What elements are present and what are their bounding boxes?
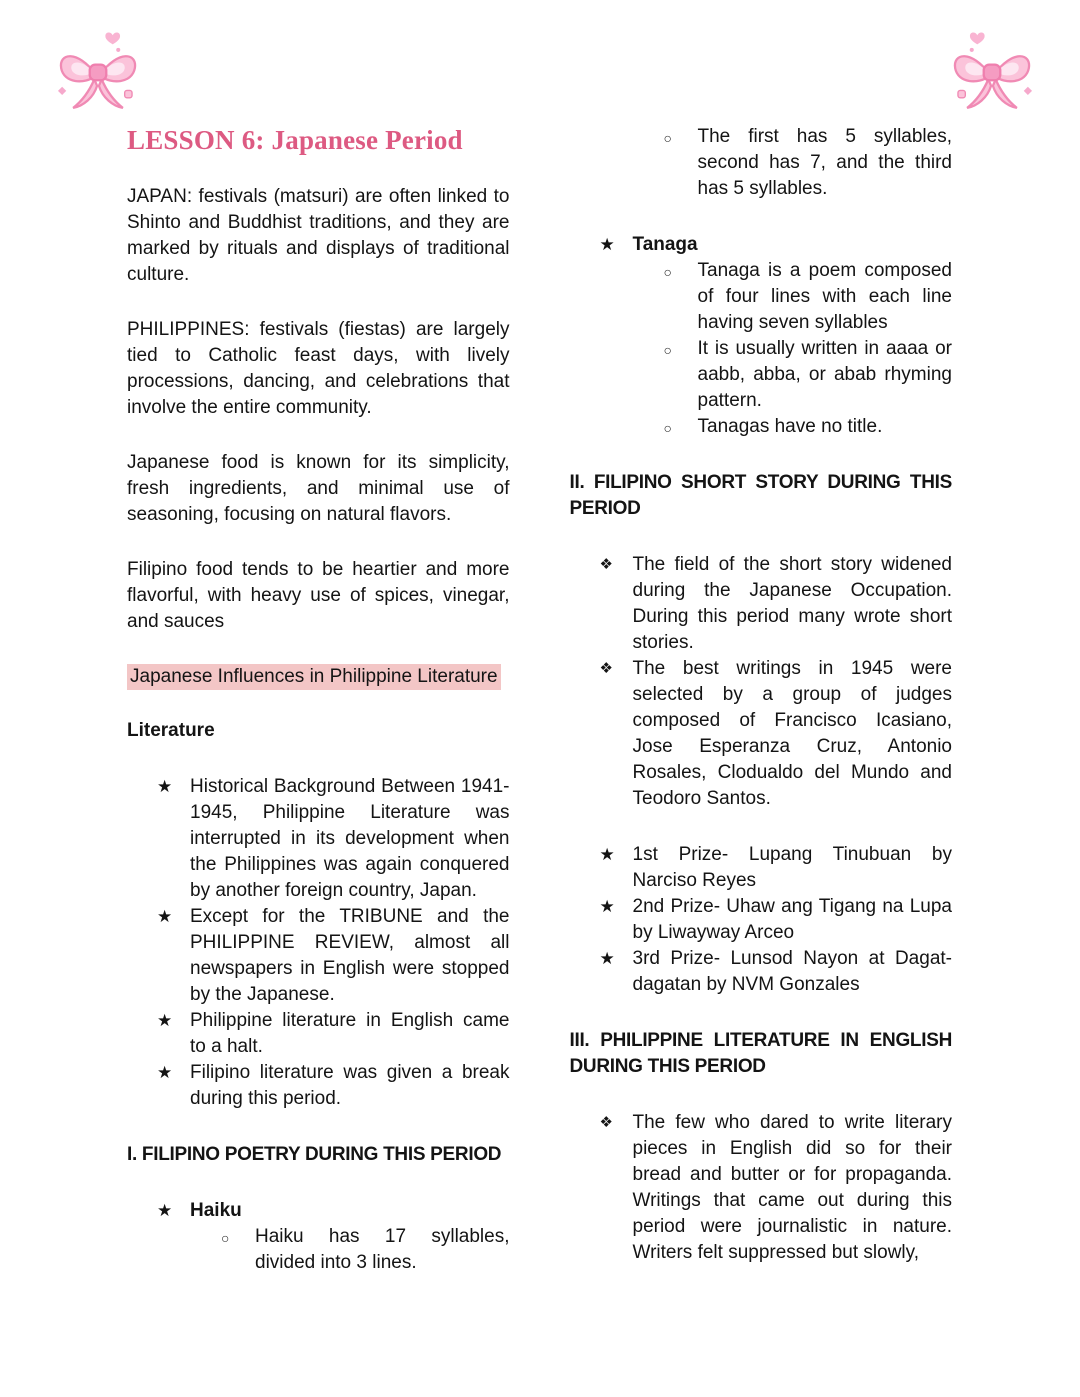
list-item-text: The field of the short story widened during the Japanese Occupation. During this period many wrote short stories. <box>632 554 952 653</box>
section-heading-filipino-poetry: I. FILIPINO POETRY DURING THIS PERIOD <box>127 1144 502 1165</box>
section-heading-short-story: II. FILIPINO SHORT STORY DURING THIS PERIOD <box>569 472 952 519</box>
paragraph-filipino-food: Filipino food tends to be heartier and more flavorful, with heavy use of spices, vinegar, and sauces <box>127 559 510 632</box>
diamond-bullet-icon: ❖ <box>599 556 613 573</box>
list-item-text: The few who dared to write literary pieces in English did so for their bread and butter or for propaganda. Writings that came out during this period were journalistic in nature. Writers felt suppressed but slowly, <box>632 1112 952 1263</box>
haiku-continued-list <box>570 124 953 202</box>
two-column-layout <box>127 124 952 1276</box>
english-lit-bullet-list <box>570 1110 953 1266</box>
right-column <box>570 124 953 1276</box>
list-item <box>570 336 953 414</box>
list-item <box>570 258 953 336</box>
prize-bullet-list <box>570 842 953 998</box>
highlight-banner: Japanese Influences in Philippine Literature <box>127 664 501 690</box>
haiku-label: Haiku <box>190 1200 242 1221</box>
literature-bullet-list <box>127 774 510 1112</box>
list-item <box>570 946 953 998</box>
list-item-text: The first has 5 syllables, second has 7, and the third has 5 syllables. <box>697 126 952 199</box>
list-item <box>127 1060 510 1112</box>
list-item-text: Haiku has 17 syllables, divided into 3 lines. <box>255 1226 510 1273</box>
list-item-text: 1st Prize- Lupang Tinubuan by Narciso Reyes <box>632 844 952 891</box>
list-item-text: Philippine literature in English came to a halt. <box>190 1010 510 1057</box>
list-item-text: Tanaga is a poem composed of four lines with each line having seven syllables <box>697 260 952 333</box>
list-item <box>570 124 953 202</box>
circle-bullet-icon: ○ <box>663 130 672 146</box>
list-item <box>127 1008 510 1060</box>
list-item-text: It is usually written in aaaa or aabb, abba, or abab rhyming pattern. <box>697 338 952 411</box>
star-bullet-icon: ★ <box>599 845 615 864</box>
pink-bow-icon <box>946 26 1038 118</box>
list-item <box>127 1198 510 1224</box>
list-item <box>570 552 953 656</box>
page-title: LESSON 6: Japanese Period <box>127 125 463 155</box>
list-item-text: Tanagas have no title. <box>697 416 883 437</box>
list-item <box>570 894 953 946</box>
haiku-bullet-list <box>127 1198 510 1276</box>
list-item-text: The best writings in 1945 were selected by a group of judges composed of Francisco Icasiano, Jose Esperanza Cruz, Antonio Rosales, Clodualdo del Mundo and Teodoro Santos. <box>632 658 952 809</box>
highlight-banner-wrap <box>127 664 510 690</box>
star-bullet-icon: ★ <box>157 1011 173 1030</box>
circle-bullet-icon: ○ <box>663 420 672 436</box>
list-item-text: 2nd Prize- Uhaw ang Tigang na Lupa by Liwayway Arceo <box>632 896 952 943</box>
circle-bullet-icon: ○ <box>663 342 672 358</box>
paragraph-japanese-food: Japanese food is known for its simplicity, fresh ingredients, and minimal use of seasoning, focusing on natural flavors. <box>127 452 510 525</box>
literature-heading: Literature <box>127 720 215 741</box>
list-item <box>570 842 953 894</box>
tanaga-label: Tanaga <box>632 234 698 255</box>
list-item <box>570 414 953 440</box>
list-item <box>127 904 510 1008</box>
diamond-bullet-icon: ❖ <box>599 660 613 677</box>
list-item <box>127 1224 510 1276</box>
short-story-bullet-list <box>570 552 953 812</box>
star-bullet-icon: ★ <box>599 897 615 916</box>
star-bullet-icon: ★ <box>599 949 615 968</box>
star-bullet-icon: ★ <box>157 1063 173 1082</box>
tanaga-bullet-list <box>570 232 953 440</box>
left-column <box>127 124 510 1276</box>
star-bullet-icon: ★ <box>599 235 615 254</box>
list-item <box>570 232 953 258</box>
diamond-bullet-icon: ❖ <box>599 1114 613 1131</box>
star-bullet-icon: ★ <box>157 907 173 926</box>
circle-bullet-icon: ○ <box>221 1230 230 1246</box>
list-item-text: 3rd Prize- Lunsod Nayon at Dagat-dagatan by NVM Gonzales <box>632 948 952 995</box>
list-item-text: Except for the TRIBUNE and the PHILIPPINE REVIEW, almost all newspapers in English were stopped by the Japanese. <box>190 906 510 1005</box>
list-item-text: Filipino literature was given a break during this period. <box>190 1062 510 1109</box>
star-bullet-icon: ★ <box>157 1201 173 1220</box>
list-item <box>570 656 953 812</box>
list-item-text: Historical Background Between 1941-1945, Philippine Literature was interrupted in its development when the Philippines was again conquered by another foreign country, Japan. <box>190 776 510 901</box>
pink-bow-icon <box>52 26 144 118</box>
circle-bullet-icon: ○ <box>663 264 672 280</box>
paragraph-japan-festivals: JAPAN: festivals (matsuri) are often linked to Shinto and Buddhist traditions, and they are marked by rituals and displays of traditional culture. <box>127 186 510 285</box>
list-item <box>570 1110 953 1266</box>
star-bullet-icon: ★ <box>157 777 173 796</box>
list-item <box>127 774 510 904</box>
paragraph-philippines-festivals: PHILIPPINES: festivals (fiestas) are largely tied to Catholic feast days, with lively processions, dancing, and celebrations that involve the entire community. <box>127 319 510 418</box>
section-heading-english-literature: III. PHILIPPINE LITERATURE IN ENGLISH DURING THIS PERIOD <box>569 1030 952 1077</box>
